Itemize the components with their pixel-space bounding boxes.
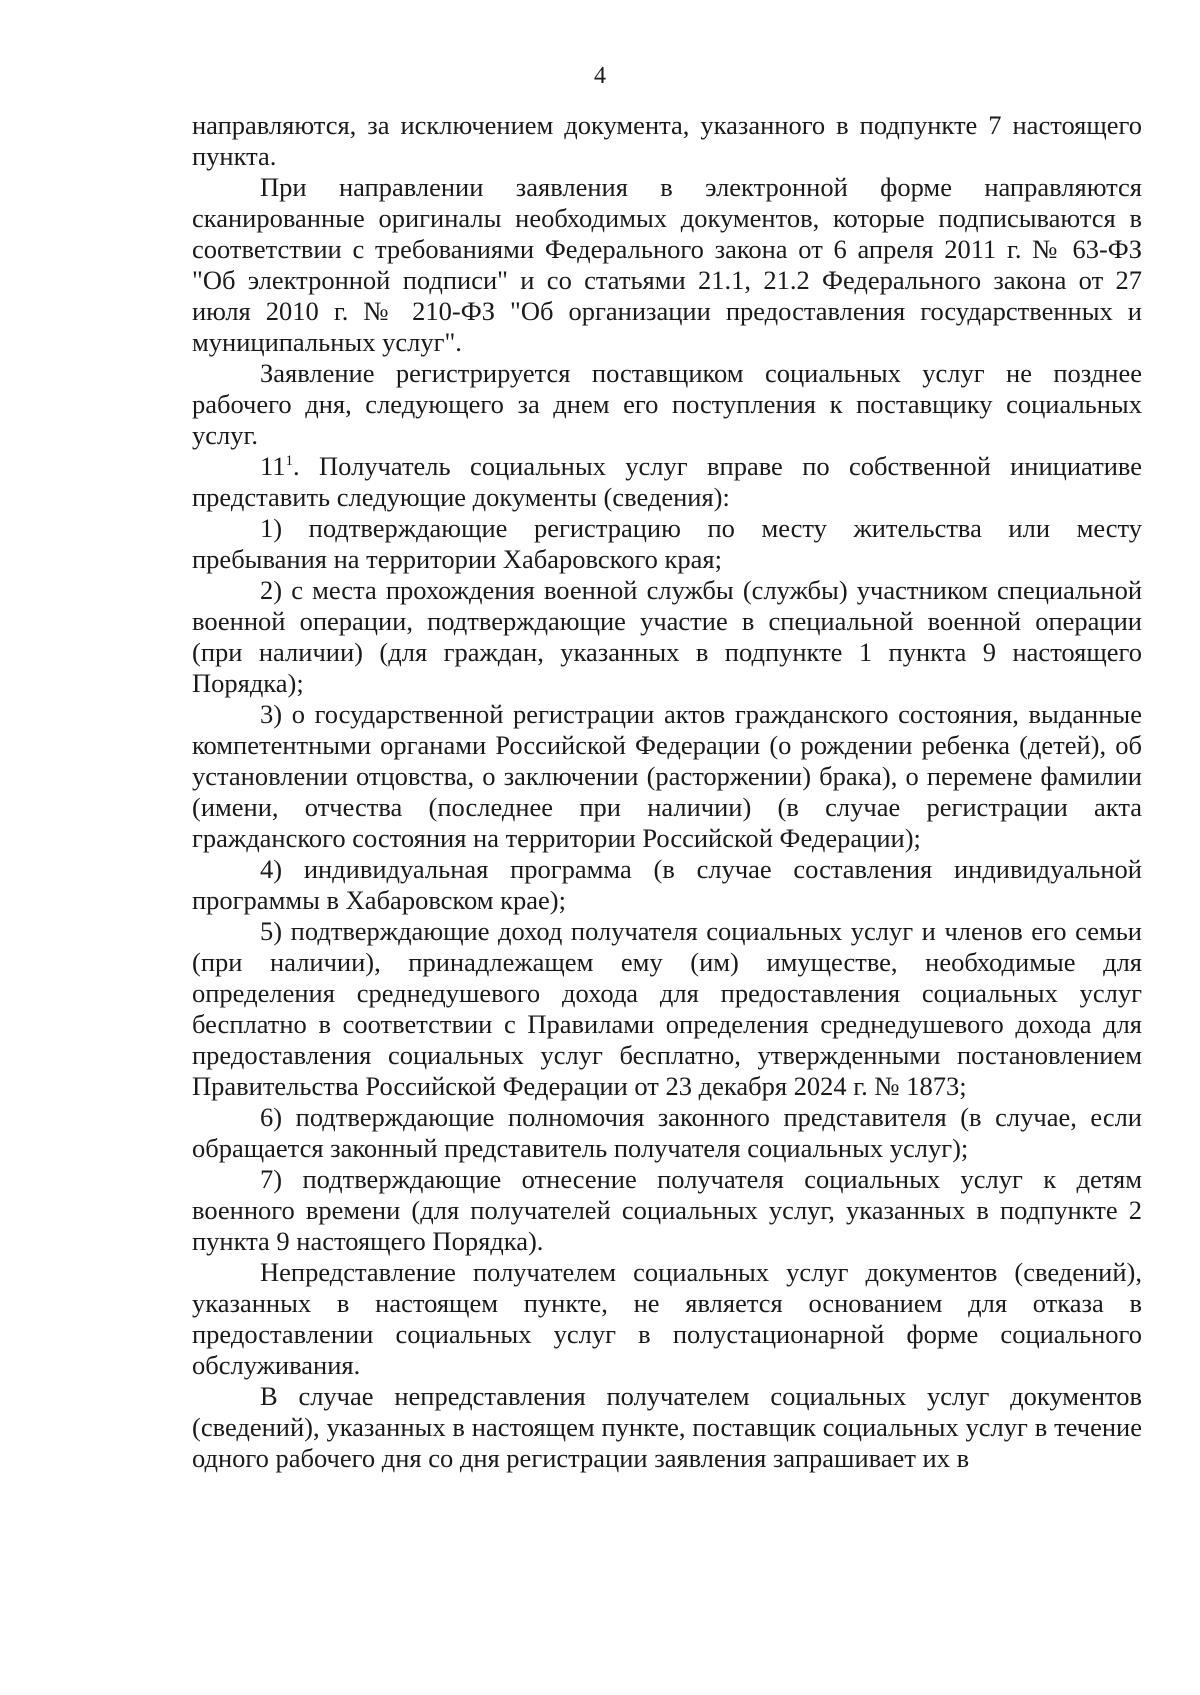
list-item-1: 1) подтверждающие регистрацию по месту жительства или месту пребывания на территории Хабаровского края; (192, 513, 1142, 574)
clause-number: 11 (260, 451, 286, 481)
clause-text: . Получатель социальных услуг вправе по собственной инициативе представить следующие документы (сведения): (192, 451, 1142, 512)
paragraph-electronic-form: При направлении заявления в электронной форме направляются сканированные оригиналы необходимых документов, которые подписываются в соответствии с требованиями Федерального закона от 6 апреля 2011 г. № 63-ФЗ "Об электронной подписи" и со статьями 21.1, 21.2 Федерального закона от 27 июля 2010 г. № 210-ФЗ "Об организации предоставления государственных и муниципальных услуг". (192, 172, 1142, 357)
list-item-3: 3) о государственной регистрации актов гражданского состояния, выданные компетентными органами Российской Федерации (о рождении ребенка (детей), об установлении отцовства, о заключении (расторжении) брака), о перемене фамилии (имени, отчества (последнее при наличии) (в случае регистрации акта гражданского состояния на территории Российской Федерации); (192, 699, 1142, 853)
list-item-2: 2) с места прохождения военной службы (службы) участником специальной военной операции, подтверждающие участие в специальной военной операции (при наличии) (для граждан, указанных в подпункте 1 пункта 9 настоящего Порядка); (192, 575, 1142, 698)
paragraph-continuation: направляются, за исключением документа, указанного в подпункте 7 настоящего пункта. (192, 110, 1142, 171)
paragraph-non-submission: Непредставление получателем социальных услуг документов (сведений), указанных в настоящем пункте, не является основанием для отказа в предоставлении социальных услуг в полустационарной форме социального обслуживания. (192, 1257, 1142, 1380)
document-body (192, 110, 1142, 1474)
list-item-5: 5) подтверждающие доход получателя социальных услуг и членов его семьи (при наличии), принадлежащем ему (им) имуществе, необходимые для определения среднедушевого дохода для предоставления социальных услуг бесплатно в соответствии с Правилами определения среднедушевого дохода для предоставления социальных услуг бесплатно, утвержденными постановлением Правительства Российской Федерации от 23 декабря 2024 г. № 1873; (192, 916, 1142, 1101)
list-item-4: 4) индивидуальная программа (в случае составления индивидуальной программы в Хабаровском крае); (192, 854, 1142, 915)
clause-superscript: 1 (285, 453, 294, 470)
list-item-7: 7) подтверждающие отнесение получателя социальных услуг к детям военного времени (для получателей социальных услуг, указанных в подпункте 2 пункта 9 настоящего Порядка). (192, 1164, 1142, 1256)
paragraph-request-procedure: В случае непредставления получателем социальных услуг документов (сведений), указанных в настоящем пункте, поставщик социальных услуг в течение одного рабочего дня со дня регистрации заявления запрашивает их в (192, 1381, 1142, 1473)
paragraph-clause-11-1 (192, 451, 1142, 513)
list-item-6: 6) подтверждающие полномочия законного представителя (в случае, если обращается законный представитель получателя социальных услуг); (192, 1102, 1142, 1163)
paragraph-registration: Заявление регистрируется поставщиком социальных услуг не позднее рабочего дня, следующего за днем его поступления к поставщику социальных услуг. (192, 358, 1142, 450)
page-number: 4 (594, 63, 606, 89)
